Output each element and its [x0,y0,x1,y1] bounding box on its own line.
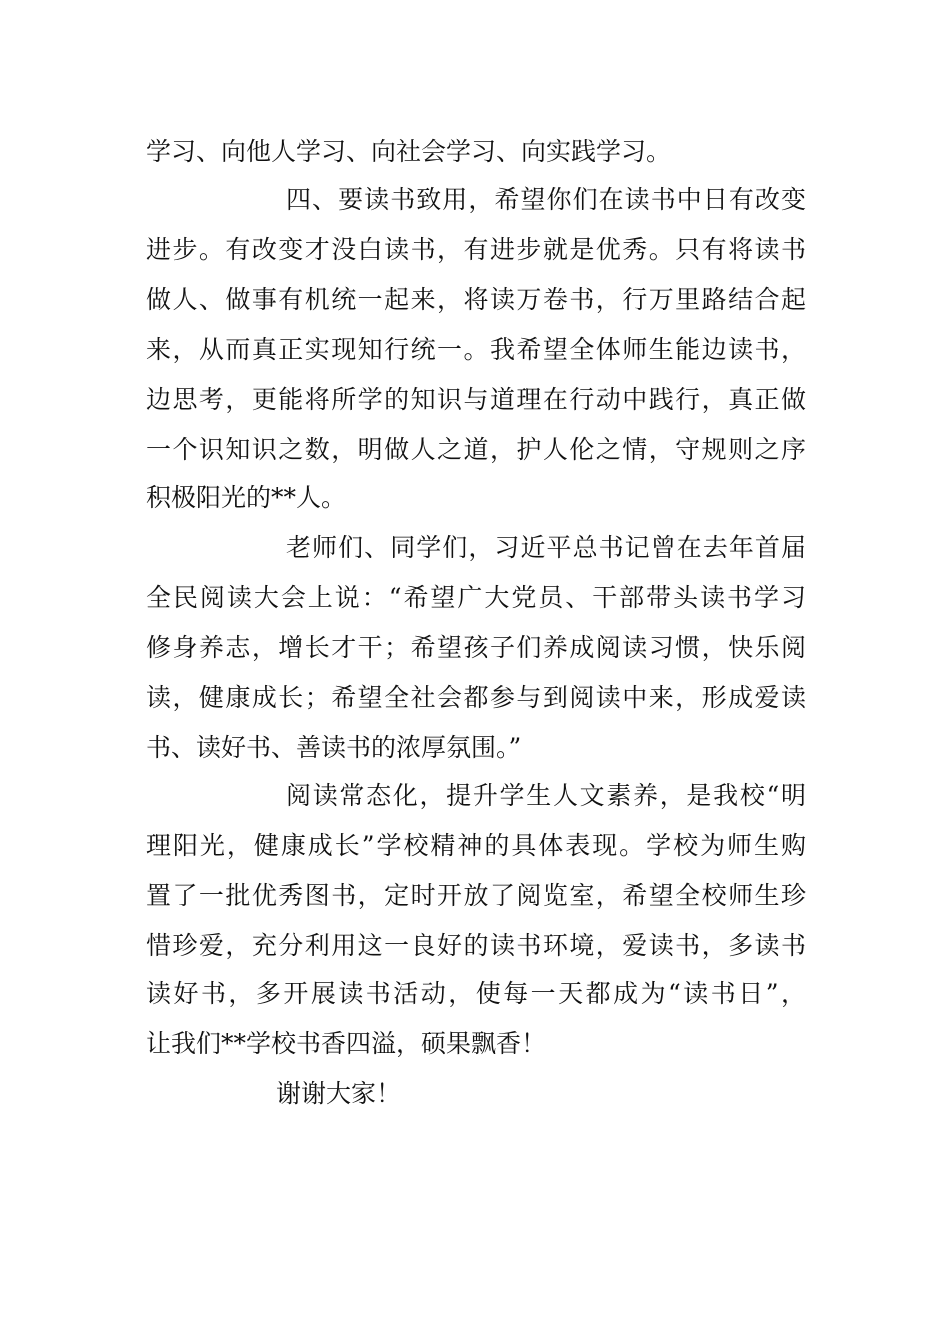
paragraph-3-line-3: 修身养志，增长才干；希望孩子们养成阅读习惯，快乐阅 [146,633,806,662]
paragraph-3-line-1: 老师们、同学们，习近平总书记曾在去年首届 [286,533,806,562]
paragraph-2-line-1: 四、要读书致用，希望你们在读书中日有改变 [286,185,806,214]
paragraph-2-line-5: 边思考，更能将所学的知识与道理在行动中践行，真正做 [146,385,806,414]
paragraph-2-line-3: 做人、做事有机统一起来，将读万卷书，行万里路结合起 [146,285,806,314]
paragraph-3-line-2: 全民阅读大会上说：“希望广大党员、干部带头读书学习 [146,583,806,612]
closing-thanks: 谢谢大家！ [276,1079,402,1108]
paragraph-2-line-4: 来，从而真正实现知行统一。我希望全体师生能边读书， [146,335,806,364]
paragraph-4-line-1: 阅读常态化，提升学生人文素养，是我校“明 [286,781,806,810]
paragraph-4-line-4: 惜珍爱，充分利用这一良好的读书环境，爱读书，多读书 [146,931,806,960]
paragraph-1-line-1: 学习、向他人学习、向社会学习、向实践学习。 [146,137,672,166]
paragraph-3-line-4: 读，健康成长；希望全社会都参与到阅读中来，形成爱读 [146,683,806,712]
paragraph-4-line-6: 让我们**学校书香四溢，硕果飘香！ [146,1029,547,1058]
paragraph-3-line-5: 书、读好书、善读书的浓厚氛围。” [146,733,522,762]
paragraph-2-line-2: 进步。有改变才没白读书，有进步就是优秀。只有将读书 [146,235,806,264]
paragraph-2-line-6: 一个识知识之数，明做人之道，护人伦之情，守规则之序 [146,435,806,464]
paragraph-2-line-7: 积极阳光的**人。 [146,483,347,512]
paragraph-4-line-5: 读好书，多开展读书活动，使每一天都成为“读书日”， [146,979,806,1008]
paragraph-4-line-3: 置了一批优秀图书，定时开放了阅览室，希望全校师生珍 [146,881,806,910]
paragraph-4-line-2: 理阳光，健康成长”学校精神的具体表现。学校为师生购 [146,831,806,860]
